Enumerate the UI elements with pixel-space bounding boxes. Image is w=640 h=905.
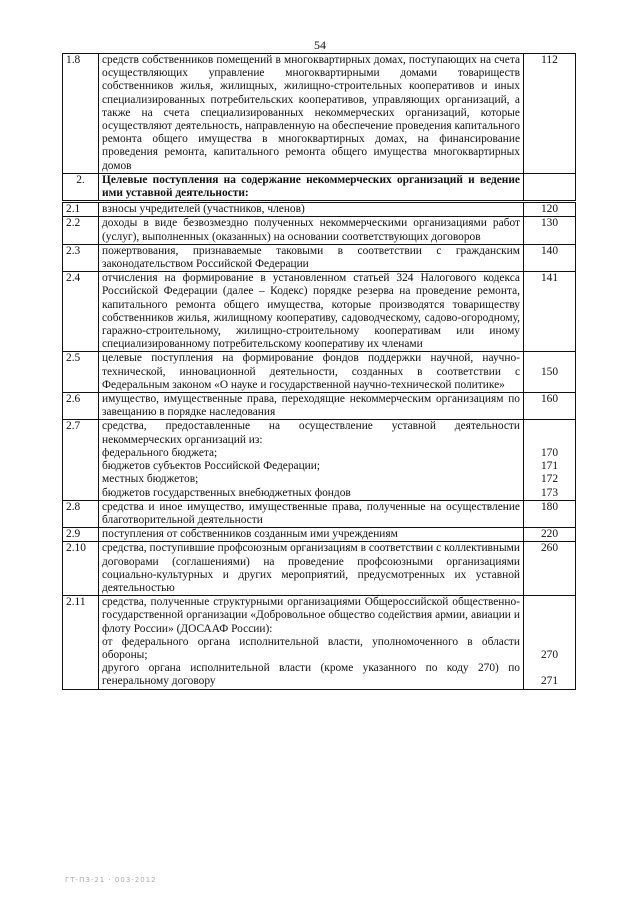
row-number: 2.9 — [63, 528, 99, 542]
row-code: 160 — [524, 393, 576, 420]
sub-item: бюджетов государственных внебюджетных фондов — [102, 486, 351, 499]
row-description: отчисления на формирование в установленном статьей 324 Налогового кодекса Российской Федерации (далее – Кодекс) порядке резерва на проведение ремонта, капитального ремонта общего имущества, которые производятся товариществу собственников жилья, жилищному кооперативу, садоводческому, садово-огородному, гаражно-строительному, жилищно-строительному кооперативам или иному специализированному потребительскому кооперативу их членами — [99, 272, 524, 352]
table-row — [63, 596, 576, 689]
sub-item-code: 170 — [540, 446, 559, 459]
row-code: 130 — [524, 217, 576, 244]
sub-item-code: 270 — [540, 648, 559, 661]
row-number: 2.11 — [63, 596, 99, 689]
row-description: средства, поступившие профсоюзным организациям в соответствии с коллективными договорами (соглашениями) на проведение профсоюзными организациями социально-культурных и других мероприятий, предусмотренных их уставной деятельностью — [99, 542, 524, 596]
row-number: 1.8 — [63, 54, 99, 174]
section-heading: Целевые поступления на содержание некоммерческих организаций и ведение ими уставной деятельности: — [99, 173, 524, 201]
row-description: средств собственников помещений в многоквартирных домах, поступающих на счета осуществляющих управление многоквартирными домами товариществ собственников жилья, жилищных, жилищно-строительных кооперативов и иных специализированных потребительских кооперативов, управляющих организаций, а также на счета специализированных некоммерческих организаций, которые осуществляют деятельность, направленную на обеспечение проведения капитального ремонта общего имущества в многоквартирных домах, на финансирование проведения ремонта, капитального ремонта общего имущества многоквартирных домов — [99, 54, 524, 174]
table-row — [63, 173, 576, 201]
row-number: 2.6 — [63, 393, 99, 420]
row-intro: средства, предоставленные на осуществление уставной деятельности некоммерческих организаций из: — [102, 420, 520, 446]
row-description — [99, 596, 524, 689]
row-number: 2.5 — [63, 352, 99, 393]
income-codes-table — [62, 53, 576, 690]
sub-item: от федерального органа исполнительной власти, уполномоченного в области обороны; — [102, 635, 520, 661]
table-row — [63, 54, 576, 174]
table-row — [63, 500, 576, 527]
row-code — [524, 420, 576, 500]
table-row — [63, 542, 576, 596]
sub-item: местных бюджетов; — [102, 473, 199, 486]
row-number: 2.2 — [63, 217, 99, 244]
row-description: имущество, имущественные права, переходящие некоммерческим организациям по завещанию в порядке наследования — [99, 393, 524, 420]
table-row — [63, 244, 576, 271]
sub-item: федерального бюджета; — [102, 446, 218, 459]
row-intro: средства, полученные структурными организациями Общероссийской общественно-государственной организации «Добровольное общество содействия армии, авиации и флоту России» (ДОСААФ России): — [102, 596, 520, 635]
row-number: 2.7 — [63, 420, 99, 500]
row-code — [524, 596, 576, 689]
sub-item: бюджетов субъектов Российской Федерации; — [102, 460, 321, 473]
row-code: 220 — [524, 528, 576, 542]
sub-item-code: 271 — [540, 675, 559, 688]
row-number: 2.1 — [63, 202, 99, 217]
table-row — [63, 352, 576, 393]
row-description: взносы учредителей (участников, членов) — [99, 202, 524, 217]
sub-item-code: 172 — [540, 473, 559, 486]
table-row — [63, 420, 576, 500]
sub-item: другого органа исполнительной власти (кроме указанного по коду 270) по генеральному договору — [102, 662, 520, 688]
table-row — [63, 528, 576, 542]
row-code: 180 — [524, 500, 576, 527]
row-code: 150 — [524, 352, 576, 393]
row-number: 2.4 — [63, 272, 99, 352]
row-number: 2.8 — [63, 500, 99, 527]
row-code: 141 — [524, 272, 576, 352]
table-row — [63, 217, 576, 244]
sub-item-code: 173 — [540, 486, 559, 499]
row-description — [99, 420, 524, 500]
row-number: 2. — [63, 173, 99, 201]
row-description: доходы в виде безвозмездно полученных некоммерческими организациями работ (услуг), выполненных (оказанных) на основании соответствующих договоров — [99, 217, 524, 244]
page-number: 54 — [314, 38, 326, 52]
row-code: 140 — [524, 244, 576, 271]
row-code: 260 — [524, 542, 576, 596]
row-description: целевые поступления на формирование фондов поддержки научной, научно-технической, инновационной деятельности, созданных в соответствии с Федеральным законом «О науке и государственной научно-технической политике» — [99, 352, 524, 393]
row-description: средства и иное имущество, имущественные права, полученные на осуществление благотворительной деятельности — [99, 500, 524, 527]
row-number: 2.10 — [63, 542, 99, 596]
table-row — [63, 393, 576, 420]
footer-stamp: ГТ-ПЗ-21 · 003-2012 — [65, 876, 157, 884]
row-code: 120 — [524, 202, 576, 217]
table-row — [63, 202, 576, 217]
row-code — [524, 173, 576, 201]
row-description: пожертвования, признаваемые таковыми в соответствии с гражданским законодательством Российской Федерации — [99, 244, 524, 271]
row-description: поступления от собственников созданным ими учреждениям — [99, 528, 524, 542]
row-number: 2.3 — [63, 244, 99, 271]
sub-item-code: 171 — [540, 460, 559, 473]
table-row — [63, 272, 576, 352]
row-code: 112 — [524, 54, 576, 174]
